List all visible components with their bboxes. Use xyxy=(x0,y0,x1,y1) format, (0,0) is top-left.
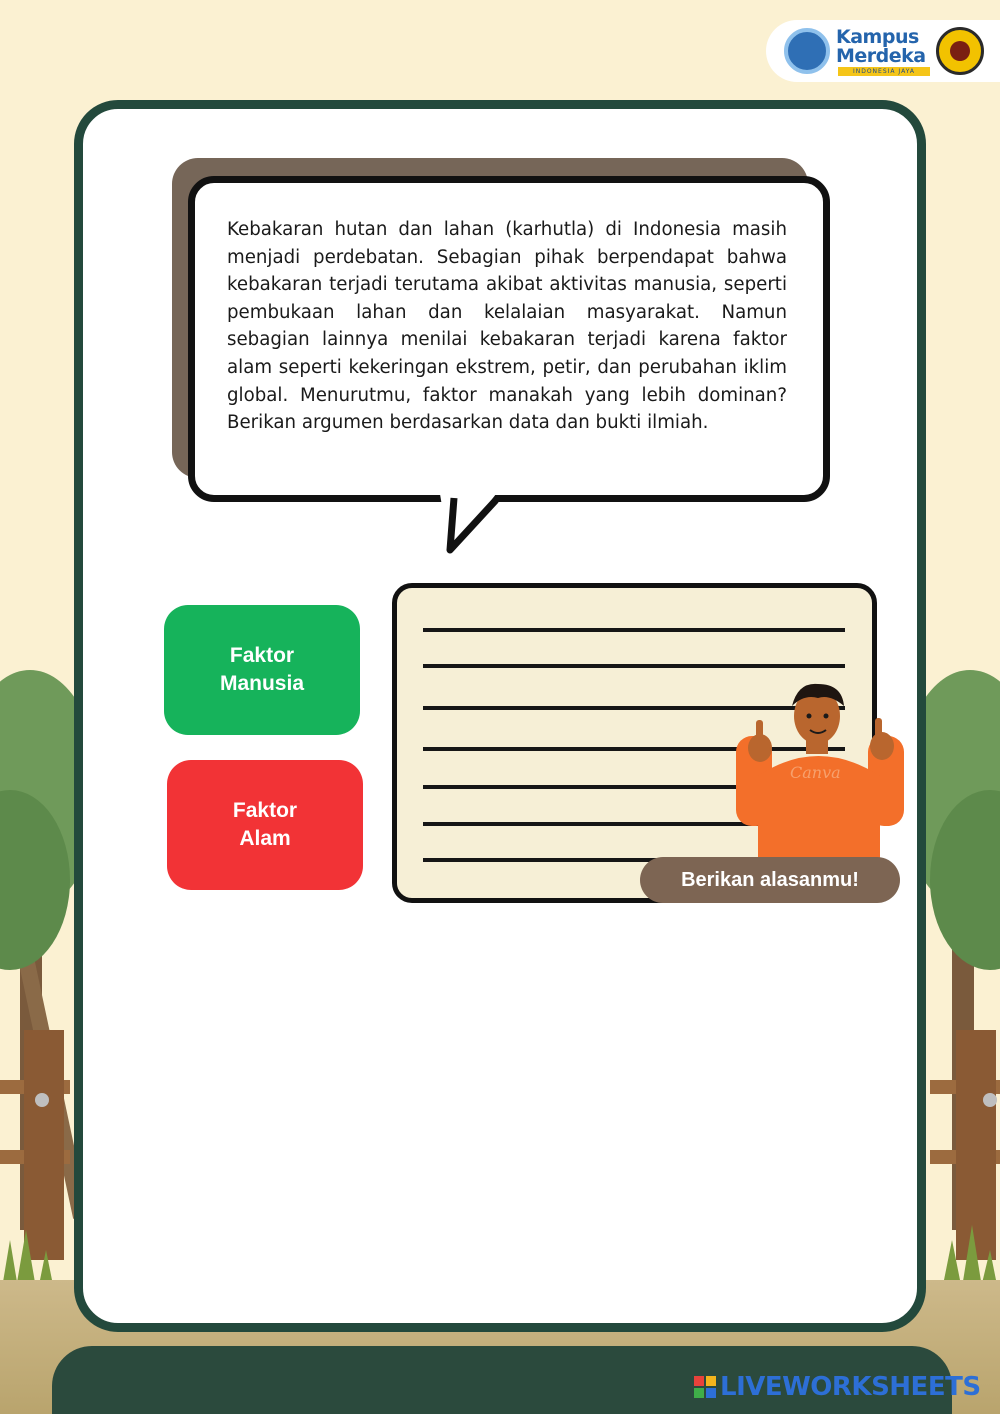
choice-alam-line2: Alam xyxy=(239,827,291,850)
university-emblem-icon xyxy=(936,27,984,75)
canva-watermark: Canva xyxy=(790,763,841,782)
speech-bubble-tail xyxy=(436,494,506,558)
choice-faktor-manusia-button[interactable] xyxy=(164,605,360,735)
tut-wuri-logo-icon xyxy=(784,28,830,74)
give-reason-label: Berikan alasanmu! xyxy=(640,857,900,903)
logo-tagline: INDONESIA JAYA xyxy=(838,67,930,76)
question-text: Kebakaran hutan dan lahan (karhutla) di Indonesia masih menjadi perdebatan. Sebagian pihak berpendapat bahwa kebakaran terjadi terutama akibat aktivitas manusia, seperti pembukaan lahan dan kelalaian masyarakat. Namun sebagian lainnya menilai kebakaran terjadi karena faktor alam seperti kekeringan ekstrem, petir, dan perubahan iklim global. Menurutmu, faktor manakah yang lebih dominan? Berikan argumen berdasarkan data dan bukti ilmiah. xyxy=(227,219,787,434)
pointing-person-illustration xyxy=(718,676,914,866)
logo-text-line2: Merdeka xyxy=(836,45,926,67)
logo-text-line1: Kampus xyxy=(836,26,919,48)
liveworksheets-brand: LIVEWORKSHEETS xyxy=(720,1372,981,1402)
liveworksheets-logo-icon xyxy=(694,1376,716,1398)
answer-line xyxy=(423,628,845,632)
choice-manusia-line1: Faktor xyxy=(229,644,295,667)
choice-manusia-line2: Manusia xyxy=(219,672,305,695)
kampus-merdeka-logo-text xyxy=(836,28,936,66)
choice-faktor-alam-button[interactable] xyxy=(167,760,363,890)
choice-alam-line1: Faktor xyxy=(232,799,298,822)
answer-line xyxy=(423,664,845,668)
